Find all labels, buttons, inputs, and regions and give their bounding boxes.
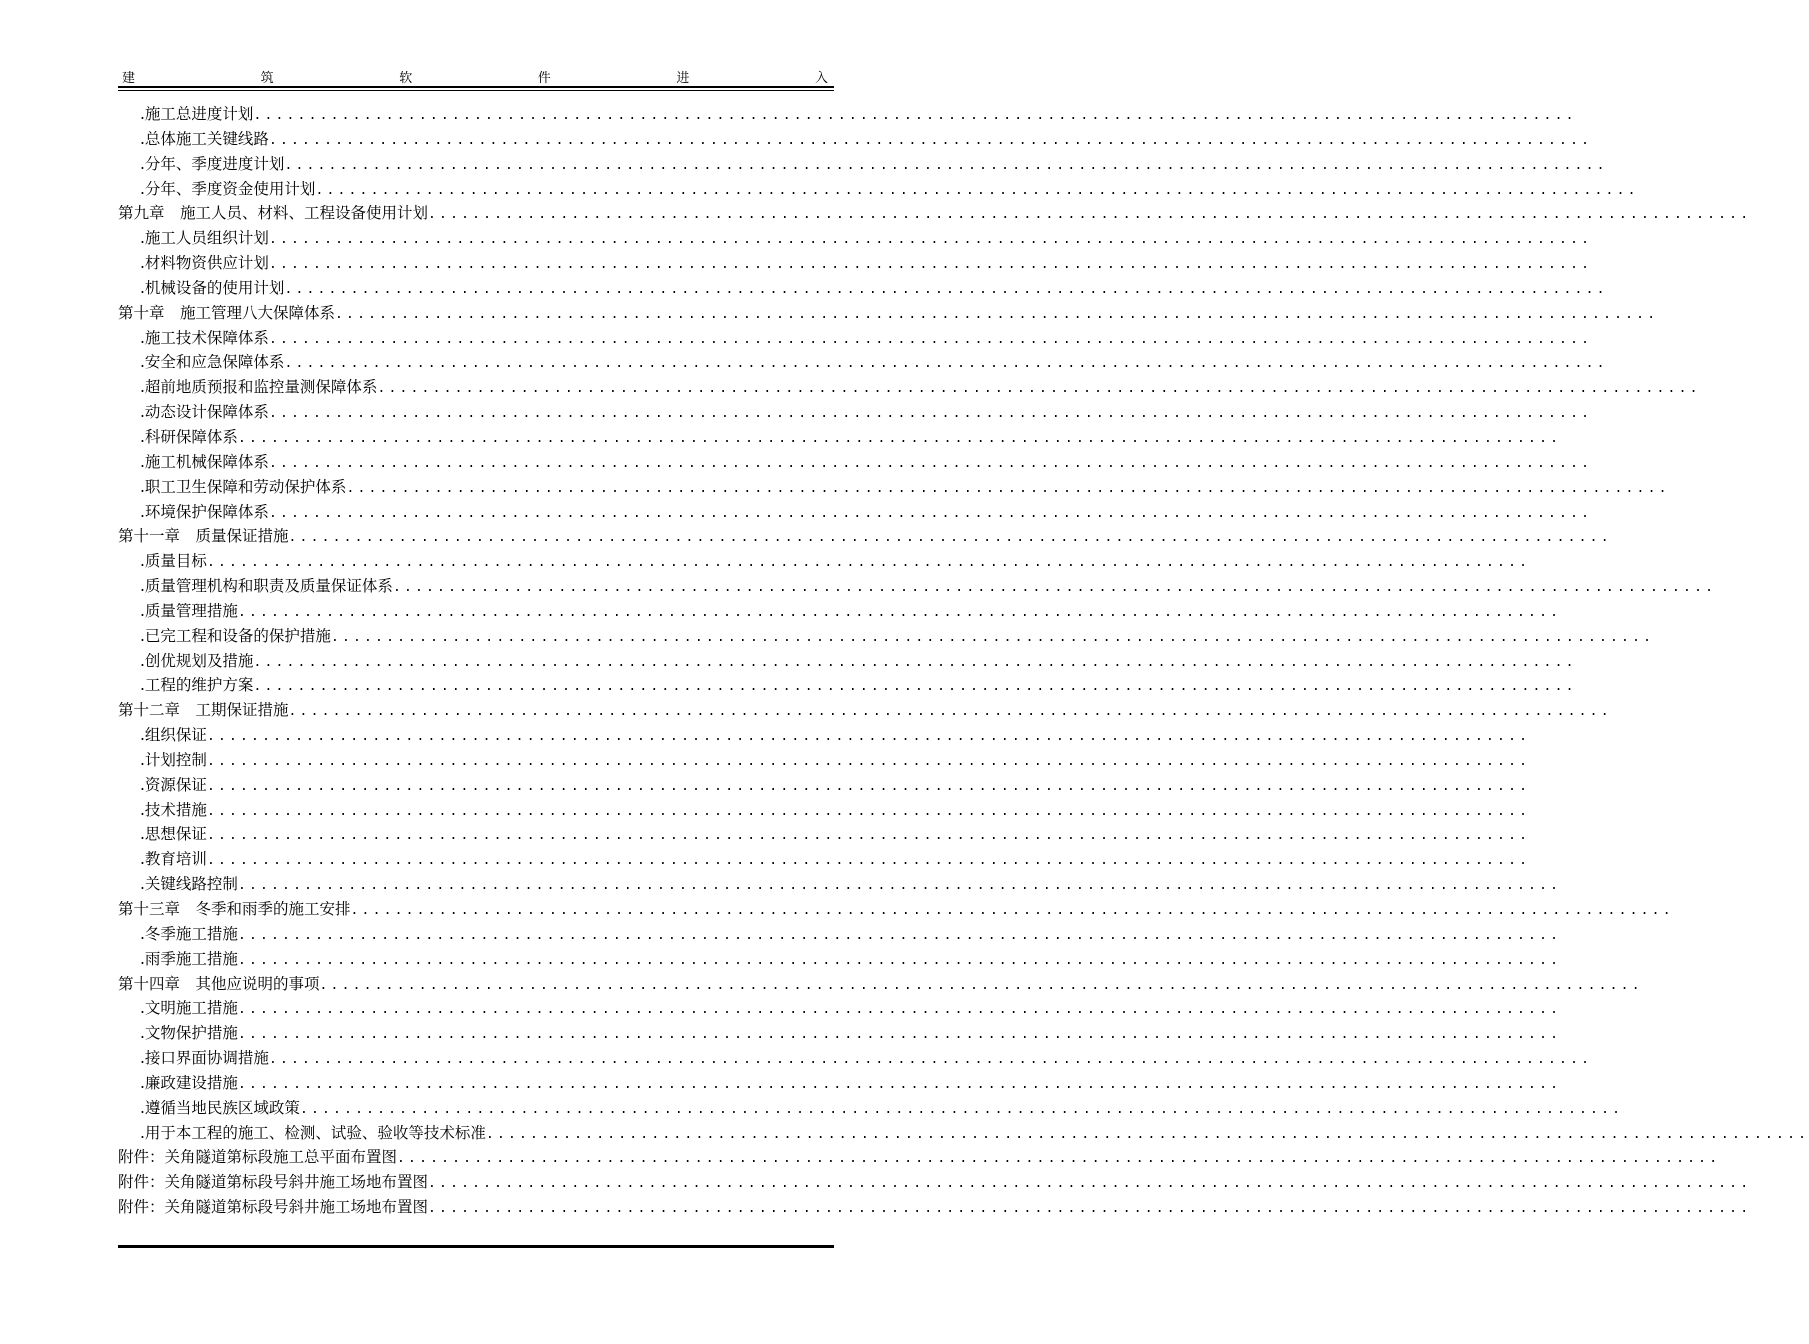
toc-entry-text: .用于本工程的施工、检测、试验、验收等技术标准 (140, 1123, 486, 1142)
toc-entry-text: .技术措施 (140, 800, 207, 819)
toc-dot-leader: ........................................................................................................................ (206, 778, 1531, 794)
toc-entry-text: .机械设备的使用计划 (140, 278, 285, 297)
toc-section-entry[interactable] (118, 102, 1577, 127)
toc-dot-leader: ........................................................................................................................ (428, 1176, 1752, 1192)
toc-section-entry[interactable] (118, 276, 1608, 301)
toc-entry-text: 第九章 施工人员、材料、工程设备使用计划 (118, 204, 429, 223)
toc-dot-leader: ........................................................................................................................ (268, 505, 1593, 521)
header-rule-thin (118, 90, 834, 91)
toc-entry-text: .安全和应急保障体系 (140, 353, 285, 372)
toc-section-entry[interactable] (118, 996, 1562, 1021)
toc-entry-text: .施工机械保障体系 (140, 452, 269, 471)
toc-dot-leader: ........................................................................................................................ (206, 753, 1531, 769)
table-of-contents (118, 102, 1809, 1220)
toc-section-entry[interactable] (118, 1071, 1562, 1096)
toc-section-entry[interactable] (118, 773, 1531, 798)
toc-entry-text: 附件：关角隧道第标段施工总平面布置图 (118, 1148, 398, 1167)
toc-entry-text: .施工人员组织计划 (140, 229, 269, 248)
toc-dot-leader: ........................................................................................................................ (237, 1076, 1562, 1092)
toc-dot-leader: ........................................................................................................................ (268, 132, 1593, 148)
toc-chapter-entry[interactable] (118, 1170, 1752, 1195)
toc-dot-leader: ........................................................................................................................ (319, 977, 1643, 993)
header-rule (118, 86, 834, 88)
toc-dot-leader: ........................................................................................................................ (206, 853, 1531, 869)
toc-dot-leader: ........................................................................................................................ (268, 232, 1593, 248)
toc-section-entry[interactable] (118, 1021, 1562, 1046)
toc-entry-text: .计划控制 (140, 750, 207, 769)
footer-rule (118, 1245, 834, 1248)
toc-dot-leader: ........................................................................................................................ (253, 679, 1577, 695)
toc-section-entry[interactable] (118, 326, 1593, 351)
toc-dot-leader: ........................................................................................................................ (237, 430, 1562, 446)
toc-section-entry[interactable] (118, 947, 1562, 972)
toc-entry-text: .遵循当地民族区域政策 (140, 1098, 300, 1117)
toc-section-entry[interactable] (118, 350, 1608, 375)
toc-dot-leader: ........................................................................................................................ (268, 1052, 1593, 1068)
toc-dot-leader: ........................................................................................................................ (428, 1201, 1752, 1217)
toc-entry-text: 第十一章 质量保证措施 (118, 527, 289, 546)
toc-entry-text: .职工卫生保障和劳动保护体系 (140, 477, 347, 496)
toc-entry-text: .分年、季度资金使用计划 (140, 179, 316, 198)
toc-dot-leader: ........................................................................................................................ (268, 257, 1593, 273)
toc-dot-leader: ........................................................................................................................ (237, 952, 1562, 968)
toc-entry-text: .工程的维护方案 (140, 676, 254, 695)
toc-entry-text: .思想保证 (140, 825, 207, 844)
toc-chapter-entry[interactable] (118, 972, 1643, 997)
toc-dot-leader: ........................................................................................................................ (428, 207, 1752, 223)
toc-chapter-entry[interactable] (118, 301, 1659, 326)
toc-dot-leader: ........................................................................................................................ (299, 1101, 1624, 1117)
toc-section-entry[interactable] (118, 425, 1562, 450)
toc-section-entry[interactable] (118, 599, 1562, 624)
header-char: 软 (399, 71, 413, 86)
toc-dot-leader: ........................................................................................................................ (350, 903, 1674, 918)
toc-entry-text: .关键线路控制 (140, 875, 238, 894)
toc-entry-text: .已完工程和设备的保护措施 (140, 626, 331, 645)
toc-section-entry[interactable] (118, 549, 1531, 574)
toc-section-entry[interactable] (118, 847, 1531, 872)
toc-dot-leader: ........................................................................................................................ (237, 1027, 1562, 1043)
toc-chapter-entry[interactable] (118, 1145, 1721, 1170)
toc-section-entry[interactable] (118, 450, 1593, 475)
toc-dot-leader: ........................................................................................................................ (346, 480, 1670, 496)
toc-dot-leader: ........................................................................................................................ (288, 530, 1612, 546)
toc-dot-leader: ........................................................................................................................ (397, 1151, 1721, 1167)
toc-entry-text: .分年、季度进度计划 (140, 154, 285, 173)
toc-chapter-entry[interactable] (118, 698, 1612, 723)
toc-entry-text: .施工技术保障体系 (140, 328, 269, 347)
toc-chapter-entry[interactable] (118, 897, 1674, 922)
toc-entry-text: .接口界面协调措施 (140, 1049, 269, 1068)
toc-dot-leader: ........................................................................................................................ (284, 356, 1608, 372)
toc-dot-leader: ........................................................................................................................ (253, 108, 1577, 123)
toc-entry-text: .动态设计保障体系 (140, 403, 269, 422)
toc-dot-leader: ........................................................................................................................ (335, 306, 1659, 322)
toc-entry-text: .资源保证 (140, 775, 207, 794)
toc-section-entry[interactable] (118, 475, 1670, 500)
toc-dot-leader: ........................................................................................................................ (253, 654, 1577, 670)
page-header (118, 64, 832, 86)
toc-dot-leader: ........................................................................................................................ (237, 927, 1562, 943)
toc-section-entry[interactable] (118, 673, 1577, 698)
toc-entry-text: 附件：关角隧道第标段号斜井施工场地布置图 (118, 1173, 429, 1192)
toc-dot-leader: ........................................................................................................................ (206, 555, 1531, 571)
toc-entry-text: .科研保障体系 (140, 427, 238, 446)
toc-section-entry[interactable] (118, 127, 1593, 152)
toc-entry-text: .雨季施工措施 (140, 949, 238, 968)
toc-section-entry[interactable] (118, 822, 1531, 847)
toc-section-entry[interactable] (118, 649, 1577, 674)
toc-entry-text: 第十章 施工管理八大保障体系 (118, 303, 336, 322)
toc-dot-leader: ........................................................................................................................ (377, 381, 1701, 397)
toc-section-entry[interactable] (118, 226, 1593, 251)
toc-entry-text: .组织保证 (140, 726, 207, 745)
toc-entry-text: .超前地质预报和监控量测保障体系 (140, 378, 378, 397)
toc-section-entry[interactable] (118, 177, 1639, 202)
toc-entry-text: .教育培训 (140, 850, 207, 869)
toc-entry-text: .质量管理措施 (140, 601, 238, 620)
toc-entry-text: .质量目标 (140, 552, 207, 571)
toc-section-entry[interactable] (118, 152, 1608, 177)
toc-dot-leader: ........................................................................................................................ (315, 182, 1639, 198)
toc-entry-text: .环境保护保障体系 (140, 502, 269, 521)
toc-entry-text: 第十四章 其他应说明的事项 (118, 974, 320, 993)
toc-chapter-entry[interactable] (118, 524, 1612, 549)
toc-section-entry[interactable] (118, 574, 1717, 599)
toc-dot-leader: ........................................................................................................................ (288, 704, 1612, 720)
toc-dot-leader: ........................................................................................................................ (206, 729, 1531, 745)
toc-dot-leader: ........................................................................................................................ (268, 331, 1593, 347)
toc-section-entry[interactable] (118, 872, 1562, 897)
toc-section-entry[interactable] (118, 375, 1701, 400)
toc-entry-text: .冬季施工措施 (140, 924, 238, 943)
toc-entry-text: .施工总进度计划 (140, 105, 254, 123)
toc-entry-text: .文明施工措施 (140, 999, 238, 1018)
toc-section-entry[interactable] (118, 922, 1562, 947)
toc-dot-leader: ........................................................................................................................ (268, 406, 1593, 422)
toc-section-entry[interactable] (118, 500, 1593, 525)
toc-dot-leader: ........................................................................................................................ (392, 580, 1717, 596)
toc-chapter-entry[interactable] (118, 201, 1752, 226)
toc-entry-text: .创优规划及措施 (140, 651, 254, 670)
toc-section-entry[interactable] (118, 1046, 1593, 1071)
header-char: 进 (676, 71, 690, 86)
toc-section-entry[interactable] (118, 251, 1593, 276)
toc-dot-leader: ........................................................................................................................ (237, 1002, 1562, 1018)
toc-section-entry[interactable] (118, 748, 1531, 773)
toc-section-entry[interactable] (118, 1096, 1624, 1121)
toc-dot-leader: ........................................................................................................................ (206, 803, 1531, 819)
toc-dot-leader: ........................................................................................................................ (237, 604, 1562, 620)
toc-dot-leader: ........................................................................................................................ (330, 629, 1655, 645)
toc-section-entry[interactable] (118, 400, 1593, 425)
toc-entry-text: 附件：关角隧道第标段号斜井施工场地布置图 (118, 1198, 429, 1217)
toc-entry-text: .总体施工关键线路 (140, 129, 269, 148)
toc-section-entry[interactable] (118, 723, 1531, 748)
toc-dot-leader: ........................................................................................................................ (284, 157, 1608, 173)
header-char: 建 (122, 71, 136, 86)
header-char: 筑 (260, 71, 274, 86)
toc-chapter-entry[interactable] (118, 1195, 1752, 1220)
toc-section-entry[interactable] (118, 1121, 1809, 1146)
toc-dot-leader: ........................................................................................................................ (206, 828, 1531, 844)
toc-dot-leader: ........................................................................................................................ (268, 455, 1593, 471)
header-char: 入 (814, 71, 828, 86)
toc-section-entry[interactable] (118, 624, 1655, 649)
toc-dot-leader: ........................................................................................................................ (237, 878, 1562, 894)
toc-entry-text: 第十二章 工期保证措施 (118, 701, 289, 720)
toc-entry-text: .质量管理机构和职责及质量保证体系 (140, 577, 393, 596)
toc-dot-leader: ........................................................................................................................ (284, 281, 1608, 297)
header-char: 件 (537, 71, 551, 86)
toc-section-entry[interactable] (118, 798, 1531, 823)
toc-dot-leader: ........................................................................................................................ (485, 1126, 1809, 1142)
toc-entry-text: 第十三章 冬季和雨季的施工安排 (118, 900, 351, 918)
toc-entry-text: .廉政建设措施 (140, 1073, 238, 1092)
toc-entry-text: .文物保护措施 (140, 1024, 238, 1043)
toc-entry-text: .材料物资供应计划 (140, 254, 269, 273)
